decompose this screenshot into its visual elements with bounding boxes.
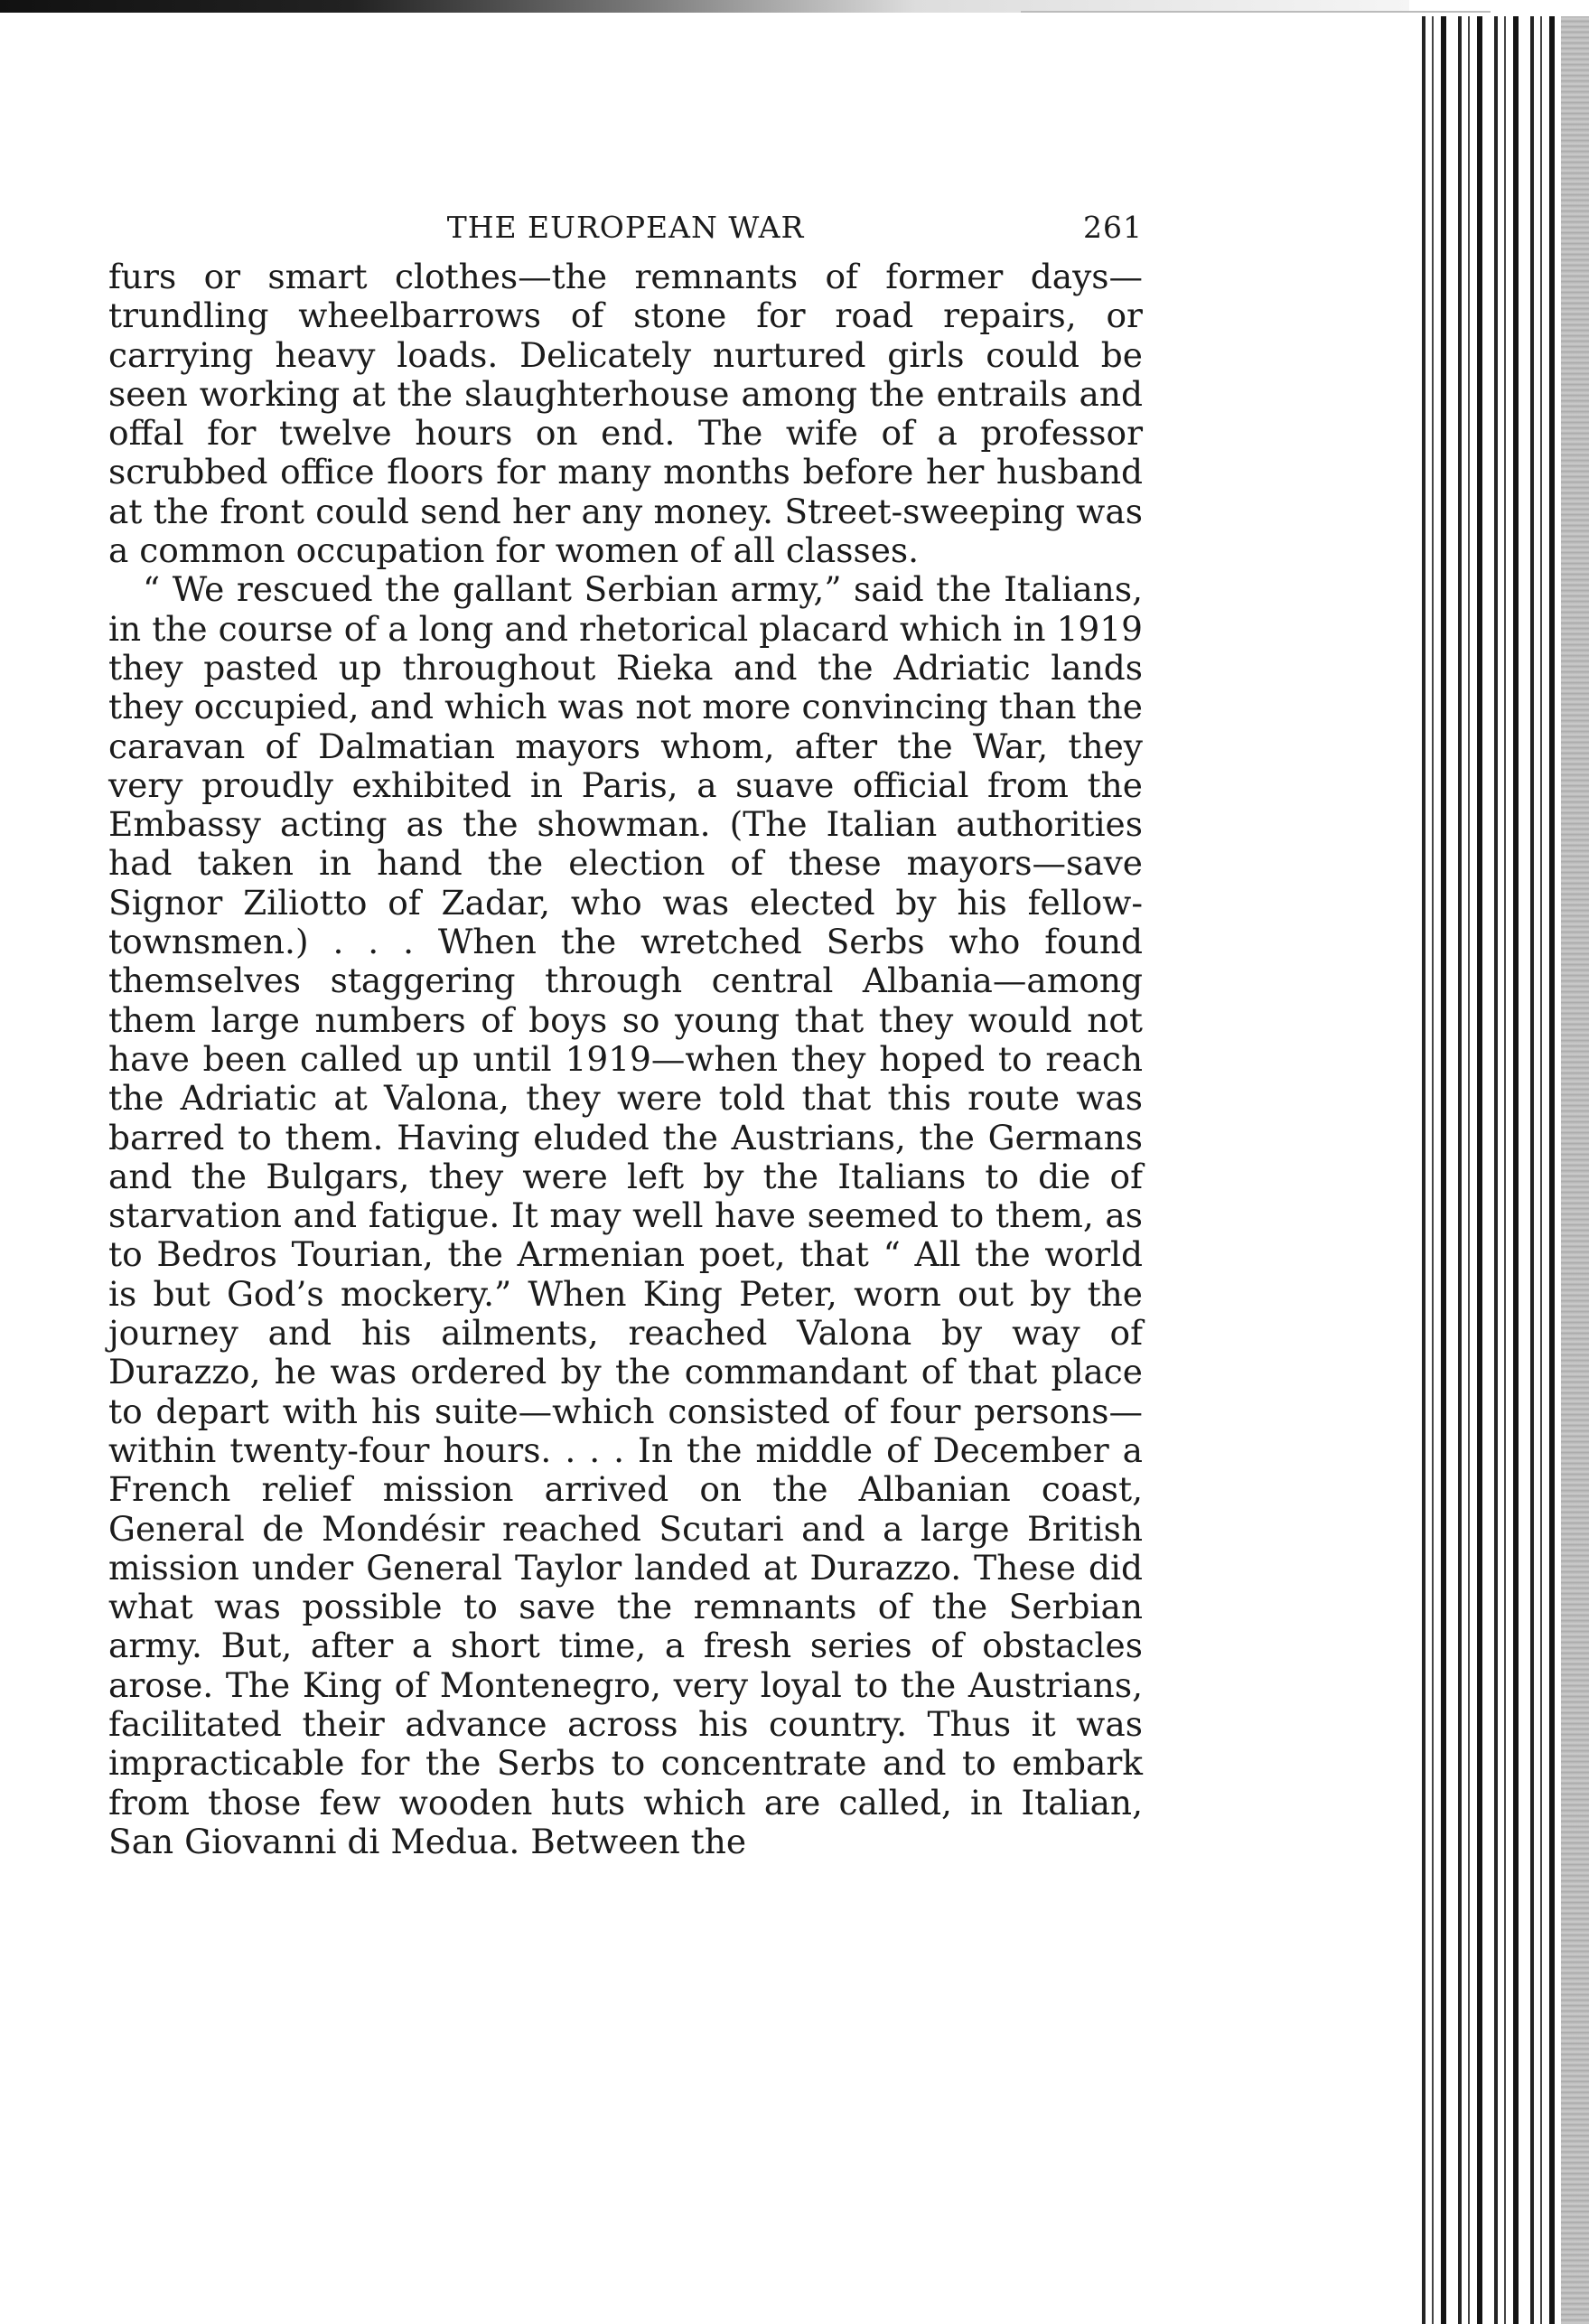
page-number: 261	[1083, 210, 1143, 245]
book-page	[108, 199, 1143, 1861]
scan-top-rule	[1021, 11, 1491, 13]
running-title: THE EUROPEAN WAR	[446, 210, 805, 245]
running-head	[108, 199, 1143, 253]
book-fore-edge-shadow	[1561, 16, 1589, 2324]
book-fore-edge	[1416, 16, 1561, 2324]
paragraph: furs or smart clothes—the remnants of former days—trundling wheelbarrows of stone for road repairs, or carrying heavy loads. Delicately nurtured girls could be seen working at the slaughterhouse among the entrails and offal for twelve hours on end. The wife of a professor scrubbed office floors for many months before her husband at the front could send her any money. Street-sweeping was a common occupation for women of all classes.	[108, 257, 1143, 571]
body-text	[108, 258, 1143, 1861]
paragraph: “ We rescued the gallant Serbian army,” said the Italians, in the course of a long and rhetorical placard which in 1919 they pasted up throughout Rieka and the Adriatic lands they occupied, and which was not more convincing than the caravan of Dalmatian mayors whom, after the War, they very proudly exhibited in Paris, a suave official from the Embassy acting as the showman. (The Italian authorities had taken in hand the election of these mayors—save Signor Ziliotto of Zadar, who was elected by his fellow-townsmen.) . . . When the wretched Serbs who found themselves staggering through central Albania—among them large numbers of boys so young that they would not have been called up until 1919—when they hoped to reach the Adriatic at Valona, they were told that this route was barred to them. Having eluded the Austrians, the Germans and the Bulgars, they were left by the Italians to die of starvation and fatigue. It may well have seemed to them, as to Bedros Tourian, the Armenian poet, that “ All the world is but God’s mockery.” When King Peter, worn out by the journey and his ailments, reached Valona by way of Durazzo, he was ordered by the commandant of that place to depart with his suite—which consisted of four persons—within twenty-four hours. . . . In the middle of December a French relief mission arrived on the Albanian coast, General de Mondésir reached Scutari and a large British mission under General Taylor landed at Durazzo. These did what was possible to save the remnants of the Serbian army. But, after a short time, a fresh series of obstacles arose. The King of Montenegro, very loyal to the Austrians, facilitated their advance across his country. Thus it was impracticable for the Serbs to concentrate and to embark from those few wooden huts which are called, in Italian, San Giovanni di Medua. Between the	[108, 569, 1143, 1861]
